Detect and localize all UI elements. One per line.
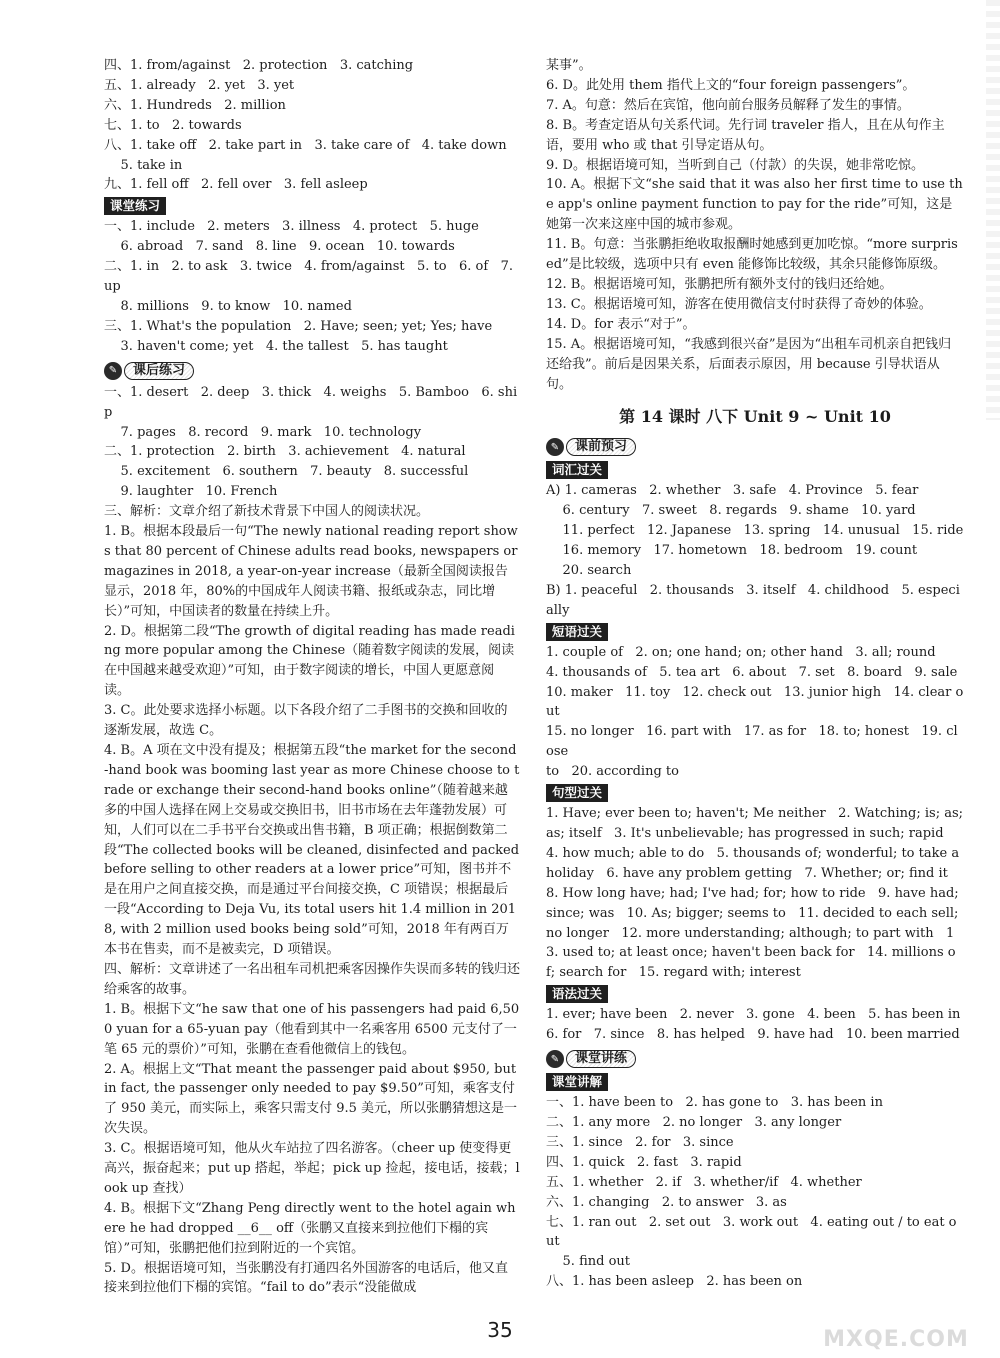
answer-line: 四、解析：文章讲述了一名出租车司机把乘客因操作失误而多转的钱归还给乘客的故事。 [104, 961, 521, 997]
watermark-text: MXQE.COM [823, 1327, 969, 1352]
answer-line: 4. B。A 项在文中没有提及；根据第五段“the market for the second-hand book was booming last year as more Chinese choose to trade or exchange their second-hand books online”（随着越来越多的中国人选择在网上交易或交换旧书，旧书市场在去年蓬勃发展）可知，人们可以在二手书平台交换或出售书籍，B 项正确；根据倒数第二段“The collected books will be cleaned, disinfected and packed before selling to other readers at a lower price”可知，图书并不是在用户之间直接交换，而是通过平台间接交换，C 项错误；根据最后一段“According to Deja Vu, its total users hit 1.4 million in 2018, with 2 million used books being sold”可知，2018 年有两百万本书在售卖，而不是被卖完，D 项错误。 [104, 743, 524, 958]
section-tag-row [546, 459, 964, 481]
answer-line: 五、1. already 2. yet 3. yet [104, 77, 295, 93]
answer-line: 2. A。根据上文“That meant the passenger paid about $950, but in fact, the passenger only needed to pay $9.50”可知，乘客支付了 950 美元，而实际上，乘客只需支付 9.5 美元，所以张鹏猜想这是一次失误。 [104, 1061, 521, 1137]
section-banner-row [546, 433, 964, 459]
answer-line: 1. couple of 2. on; one hand; on; other hand 3. all; round [546, 644, 936, 660]
section-banner-label: 课堂讲练 [566, 1050, 636, 1068]
answer-line: 1. ever; have been 2. never 3. gone 4. been 5. has been in [546, 1007, 961, 1023]
section-banner [104, 361, 194, 381]
answer-line: 6. abroad 7. sand 8. line 9. ocean 10. towards [104, 239, 455, 255]
answer-line: 12. B。根据语境可知，张鹏把所有额外支付的钱归还给她。 [546, 276, 893, 292]
answer-line: 13. C。根据语境可知，游客在使用微信支付时获得了奇妙的体验。 [546, 296, 932, 312]
section-banner-label: 课前预习 [566, 438, 636, 456]
answer-line: 1. Have; ever been to; haven't; Me neither 2. Watching; is; as; as; itself 3. It's unbelievable; has progressed in such; rapid [546, 806, 968, 841]
answer-line: 6. for 7. since 8. has helped 9. have had 10. been married [546, 1027, 960, 1043]
answer-line: 2. D。根据第二段“The growth of digital reading has made reading more popular among the Chinese（随着数字阅读的发展，阅读在中国越来越受欢迎）”可知，由于数字阅读的增长，中国人更愿意阅读。 [104, 623, 515, 699]
answer-line: 7. A。句意：然后在宾馆，他向前台服务员解释了发生的事情。 [546, 97, 910, 113]
answer-line: 7. pages 8. record 9. mark 10. technology [104, 424, 422, 440]
answer-line: 一、1. have been to 2. has gone to 3. has been in [546, 1095, 883, 1111]
answer-line: 3. C。此处要求选择小标题。以下各段介绍了二手图书的交换和回收的逐渐发展，故选 C。 [104, 703, 508, 739]
answer-line: 1. B。根据下文“he saw that one of his passengers had paid 6,500 yuan for a 65-yuan pay（他看到其中一名乘客用 6500 元支付了一笔 65 元的票价）”可知，张鹏在查看他微信上的钱包。 [104, 1001, 520, 1057]
answer-line: 8. How long have; had; I've had; for; how to ride 9. have had; since; was 10. As; bigger; seems to 11. decided to each sell; no longer 12. more understanding; although; to part with 13. used to; at least once; haven't been back for 14. millions of; search for 15. regard with; interest [546, 885, 963, 981]
section-tag: 短语过关 [546, 623, 608, 641]
answer-line: B) 1. peaceful 2. thousands 3. itself 4. childhood 5. especially [546, 582, 960, 618]
answer-line: 5. take in [104, 157, 183, 173]
section-banner [546, 437, 636, 457]
pencil-icon: ✎ [104, 362, 122, 380]
section-tag: 课堂讲解 [546, 1073, 608, 1091]
answer-line: 11. B。句意：当张鹏拒绝收取报酬时她感到更加吃惊。“more surprised”是比较级，选项中只有 even 能修饰比较级，其余只能修饰原级。 [546, 237, 958, 273]
answer-line: 六、1. Hundreds 2. million [104, 97, 286, 113]
answer-line: 三、1. What's the population 2. Have; seen; yet; Yes; have [104, 318, 493, 334]
answer-line: 六、1. changing 2. to answer 3. as [546, 1194, 787, 1210]
section-tag: 词汇过关 [546, 461, 608, 479]
answer-line: 14. D。for 表示“对于”。 [546, 316, 696, 332]
answer-line: 3. haven't come; yet 4. the tallest 5. has taught [104, 338, 448, 354]
answer-line: 四、1. quick 2. fast 3. rapid [546, 1154, 742, 1170]
answer-line: to 20. according to [546, 764, 679, 780]
right-column [546, 56, 968, 1292]
answer-line: 10. A。根据下文“she said that it was also her first time to use the app's online payment function to pay for the ride”可知，这是她第一次来这座中国的城市参观。 [546, 177, 963, 233]
section-tag-row [104, 195, 520, 217]
answer-line: 15. no longer 16. part with 17. as for 18. to; honest 19. close [546, 724, 958, 760]
answer-line: 一、1. desert 2. deep 3. thick 4. weighs 5. Bamboo 6. ship [104, 384, 518, 420]
answer-line: 20. search [546, 563, 632, 579]
answer-line: 八、1. has been asleep 2. has been on [546, 1274, 803, 1290]
answer-line: 五、1. whether 2. if 3. whether/if 4. whether [546, 1174, 862, 1190]
section-tag: 课堂练习 [104, 197, 166, 215]
answer-line: 11. perfect 12. Japanese 13. spring 14. unusual 15. ride [546, 523, 964, 539]
lesson-title: 第 14 课时 八下 Unit 9 ~ Unit 10 [619, 407, 891, 427]
answer-line: 一、1. include 2. meters 3. illness 4. protect 5. huge [104, 219, 479, 235]
answer-line: 二、1. any more 2. no longer 3. any longer [546, 1114, 842, 1130]
answer-line: 三、解析：文章介绍了新技术背景下中国人的阅读状况。 [104, 504, 430, 520]
answer-line: 三、1. since 2. for 3. since [546, 1134, 734, 1150]
answer-line: 5. excitement 6. southern 7. beauty 8. successful [104, 464, 469, 480]
answer-line: 8. B。考查定语从句关系代词。先行词 traveler 指人，且在从句作主语，要用 who 或 that 引导定语从句。 [546, 117, 945, 153]
answer-line: 七、1. ran out 2. set out 3. work out 4. eating out / to eat out [546, 1214, 957, 1250]
answer-line: 3. C。根据语境可知，他从火车站拉了四名游客。（cheer up 使变得更高兴，振奋起来；put up 搭起，举起；pick up 捡起，接电话，接载；look up 查找） [104, 1141, 520, 1196]
answer-line: 5. D。根据语境可知，当张鹏没有打通四名外国游客的电话后，他又直接来到拉他们下榻的宾馆。“fail to do”表示“没能做成 [104, 1260, 508, 1296]
section-tag: 语法过关 [546, 985, 608, 1003]
answer-line: 4. B。根据下文“Zhang Peng directly went to the hotel again where he had dropped __6__ off（张鹏又直接来到拉他们下榻的宾馆）”可知，张鹏把他们拉到附近的一个宾馆。 [104, 1200, 516, 1256]
answer-line: 9. laughter 10. French [104, 484, 278, 500]
answer-line: 九、1. fell off 2. fell over 3. fell asleep [104, 177, 368, 193]
answer-line: 4. thousands of 5. tea art 6. about 7. set 8. board 9. sale [546, 664, 958, 680]
watermark-logo [806, 1252, 986, 1352]
answer-line: A) 1. cameras 2. whether 3. safe 4. Province 5. fear [546, 483, 919, 499]
answer-line: 1. B。根据本段最后一句“The newly national reading report shows that 80 percent of Chinese adults read books, newspapers or magazines in 2018, a year-on-year increase（最新全国阅读报告显示，2018 年，80%的中国成年人阅读书籍、报纸或杂志，同比增长）”可知，中国读者的数量在持续上升。 [104, 524, 522, 619]
answer-line: 4. how much; able to do 5. thousands of; wonderful; to take a holiday 6. have any problem getting 7. Whether; or; find it [546, 845, 964, 881]
section-tag-row [546, 1071, 964, 1093]
answer-line: 七、1. to 2. towards [104, 117, 242, 133]
section-banner-row [104, 357, 520, 383]
answer-line: 二、1. in 2. to ask 3. twice 4. from/against 5. to 6. of 7. up [104, 259, 518, 295]
pencil-icon: ✎ [546, 438, 564, 456]
section-tag-row [546, 621, 964, 643]
left-column [104, 56, 524, 1298]
section-banner [546, 1049, 636, 1069]
scan-edge [986, 0, 1000, 420]
answer-line: 二、1. protection 2. birth 3. achievement 4. natural [104, 444, 466, 460]
answer-line: 5. find out [546, 1254, 630, 1270]
pencil-icon: ✎ [546, 1050, 564, 1068]
answer-line: 某事”。 [546, 58, 592, 73]
answer-line: 四、1. from/against 2. protection 3. catching [104, 58, 414, 73]
answer-line: 6. century 7. sweet 8. regards 9. shame 10. yard [546, 503, 916, 519]
answer-line: 6. D。此处用 them 指代上文的“four foreign passengers”。 [546, 77, 916, 93]
section-tag-row [546, 782, 964, 804]
section-tag-row [546, 983, 964, 1005]
page-number: 35 [487, 1318, 513, 1342]
answer-line: 16. memory 17. hometown 18. bedroom 19. count [546, 543, 918, 559]
answer-line: 9. D。根据语境可知，当听到自己（付款）的失误，她非常吃惊。 [546, 157, 924, 173]
section-banner-label: 课后练习 [124, 362, 194, 380]
answer-line: 10. maker 11. toy 12. check out 13. junior high 14. clear out [546, 684, 964, 720]
answer-line: 八、1. take off 2. take part in 3. take care of 4. take down [104, 137, 507, 153]
answer-line: 15. A。根据语境可知，“我感到很兴奋”是因为“出租车司机亲自把钱归还给我”。前后是因果关系，后面表示原因，用 because 引导状语从句。 [546, 336, 952, 392]
answer-line: 8. millions 9. to know 10. named [104, 298, 352, 314]
section-tag: 句型过关 [546, 784, 608, 802]
section-banner-row [546, 1045, 964, 1071]
